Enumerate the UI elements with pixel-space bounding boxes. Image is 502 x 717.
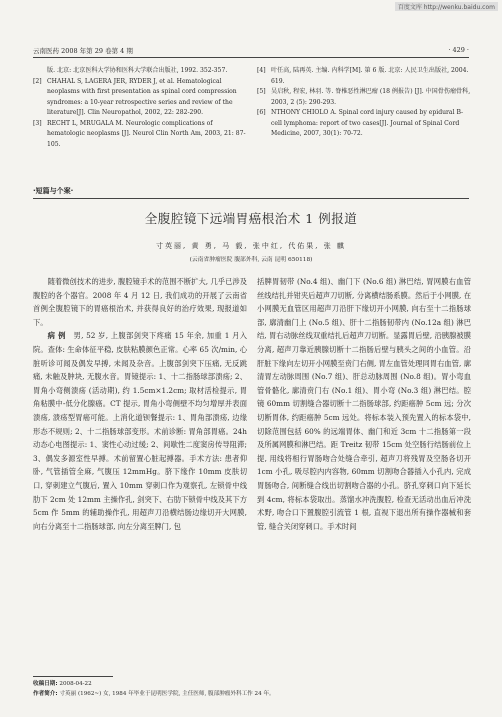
bio-label: 作者简介: <box>33 690 58 697</box>
reference-number: [6] <box>257 109 266 116</box>
reference-text: 叶任高, 陆再英. 主编. 内科学[M]. 第 6 版. 北京: 人民卫生出版社, 2004. 619. <box>271 67 469 85</box>
received-date: 2008-04-22 <box>59 681 92 687</box>
reference-text: RECHT L, MRUGALA M. Neurologic complications of hematologic neoplasms [J]. Neurol Clin North Am, 2003, 21: 87-105. <box>47 119 246 148</box>
footnote-rule <box>33 676 113 677</box>
references-right-column <box>257 66 472 140</box>
author-bio: 寸英丽 (1962~) 女, 1984 年毕业于昆明医学院, 主任医师, 腹部肿瘤外科工作 24 年。 <box>59 690 275 697</box>
author-bio-line <box>33 690 469 700</box>
reference-text: NTHONY CHIOLO A. Spinal cord injury caused by epidural B-cell lymphoma: report of two cases[J]. Journal of Spinal Cord Medicine, 2007, 30(1): 70-72. <box>271 109 464 137</box>
reference-text: CHAHAL S, LAGERA JER, RYDER J, et al. Hematological neoplasms with first presentation as spinal cord compression syndromes: a 10-year retrospective series and review of the literature[J]. Clin Neuropathol, 2002, 22: 282-290. <box>47 77 237 116</box>
reference-item <box>257 87 472 108</box>
references-left-column <box>33 66 248 150</box>
header-rule <box>33 57 469 58</box>
reference-number: [5] <box>257 88 266 95</box>
journal-title: 云南医药 2008 年第 29 卷第 4 期 <box>33 47 133 55</box>
case-text: 男, 52 岁, 上腹部剑突下疼痛 15 年余, 加重 1 月入院。查体: 生命体征平稳, 皮肤粘膜颜色正常。心率 65 次/min, 心脏听诊可闻及偶发早搏, 未闻及杂音。上腹部剑突下压痛, 无反跳痛, 未触及肿块, 无腹水音。胃镜提示: 1、十二指肠球部溃疡; 2、胃角小弯侧溃疡 (活动期), 约 1.5cm×1.2cm; 取材活检提示, 胃角粘膜中-低分化腺癌。CT 提示, 胃角小弯侧壁不均匀增厚并表面溃疡, 溃疡型胃癌可能。上消化道钡餐提示: 1、胃角部溃疡, 边缘形态不规则; 2、十二指肠球部变形。术前诊断: 胃角部胃癌。24h 动态心电图提示: 1、窦性心动过缓; 2、间歇性二度窦房传导阻滞; 3、偶发多源室性早搏。术前留置心脏起搏器。手术方法: 患者仰卧, 气管插管全麻, 气腹压 12mmHg。脐下缘作 10mm 皮肤切口, 穿刺建立气腹后, 置入 10mm 穿刺口作为观察孔, 左锁骨中线肋下 2cm 处 12mm 主操作孔, 剑突下、右肋下锁骨中线及其下方 5cm 作 5mm 的辅助操作孔, 用超声刀沿横结肠边缘切开大网膜, 向右分离至十二指肠球部, 向左分离至脾门, 包 <box>33 331 248 531</box>
running-header <box>33 46 469 55</box>
reference-item <box>257 108 472 140</box>
reference-text: 版. 北京: 北京医科大学协和医科大学联合出版社, 1992. 352-357. <box>47 67 228 74</box>
body-right-column <box>257 275 471 533</box>
reference-number: [4] <box>257 67 266 74</box>
intro-paragraph: 随着微创技术的进步, 腹腔镜手术的范围不断扩大, 几乎已涉及腹腔的各个器官。2008 年 4 月 12 日, 我们成功的开展了云南省首例全腹腔镜下的胃癌根治术, 并获得良好的治疗效果, 现报道如下。 <box>33 277 247 327</box>
article-title: 全腹腔镜下远端胃癌根治术 1 例报道 <box>144 211 358 226</box>
reference-item <box>33 119 248 151</box>
watermark: 百度文库 http://wenku.baidu.com <box>395 2 498 11</box>
received-date-line <box>33 680 469 690</box>
article-authors: 寸英丽, 黄 勇, 马 毅, 张中红, 代佑果, 张 麒 <box>156 242 346 250</box>
reference-number: [3] <box>33 119 42 127</box>
reference-text: 吴启秋, 程宏, 林羽. 等. 脊椎恶性淋巴瘤 (18 例报告) [J]. 中国骨伤瘤骨科, 2003, 2 (5): 290-293. <box>271 88 471 106</box>
continued-paragraph: 括脾胃韧带 (No.4 组)、幽门下 (No.6 组) 淋巴结, 胃网膜右血管丝线结扎并钳夹后超声刀切断, 分离横结肠系膜。然后于小网膜, 在小网膜无血管区用超声刀沿肝下缘切开小网膜, 向右至十二指肠球部, 廓清幽门上 (No.5 组)、肝十二指肠韧带内 (No.12a 组) 淋巴结, 胃右动脉丝线双重结扎后超声刀切断。显露胃后壁, 沿胰腺被膜分离, 超声刀靠近胰腺切断十二指肠后壁与胰头之间的小血管。沿肝脏下缘向左切开小网膜至贲门右侧, 胃左血管处理同胃右血管, 廓清胃左动脉周围 (No.7 组)、肝总动脉周围 (No.8 组)。胃小弯血管骨骼化, 廓清贲门右 (No.1 组)、胃小弯 (No.3 组) 淋巴结。腔镜 60mm 切割缝合器切断十二指肠球部, 约距癌肿 5cm 远; 分次切断胃体, 约距癌肿 5cm 远处。将标本装入预先置入的标本袋中, 切除范围包括 60% 的远端胃体、幽门和近 3cm 十二指肠第一段及所属网膜和淋巴结。距 Treitz 韧带 15cm 处空肠行结肠前位上提, 用线将相行胃肠吻合处缝合牵引, 超声刀将残胃及空肠各切开 1cm 小孔, 吸尽腔内内容物, 60mm 切割吻合器插入小孔内, 完成胃肠吻合, 间断缝合线出切割吻合器的小孔。脐孔穿刺口向下延长到 4cm, 将标本袋取出。蒸馏水冲洗腹腔, 检查无活动出血后冲洗术野, 吻合口下置腹腔引流管 1 根, 直视下退出所有操作器械和套管, 缝合关闭穿刺口。手术时间 <box>257 277 471 531</box>
reference-item <box>33 77 248 119</box>
reference-item <box>257 66 472 87</box>
received-label: 收稿日期: <box>33 681 58 687</box>
case-paragraph <box>33 329 247 533</box>
reference-number: [2] <box>33 77 42 85</box>
section-rule <box>33 198 469 199</box>
reference-item <box>33 66 248 77</box>
body-left-column <box>33 275 247 533</box>
section-tag: ·短篇与个案· <box>33 187 74 195</box>
article-affiliation: (云南省肿瘤医院 腹部外科, 云南 昆明 650118) <box>189 257 313 263</box>
page-number: · 429 · <box>448 46 469 54</box>
footnote <box>33 680 469 699</box>
case-lead: 病 例 <box>47 331 66 341</box>
